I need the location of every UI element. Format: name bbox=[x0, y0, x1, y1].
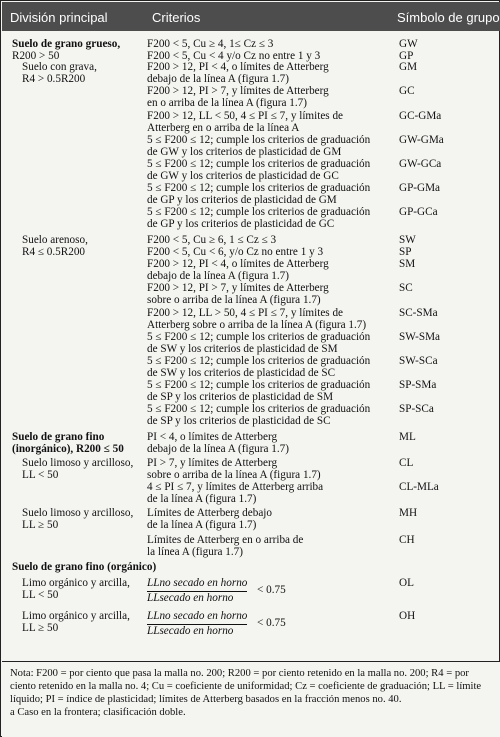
group-symbol: SC-SMa bbox=[399, 307, 438, 319]
criteria-cell bbox=[147, 356, 397, 379]
criteria-cell bbox=[147, 247, 397, 259]
group-symbol: GW bbox=[399, 38, 418, 50]
criteria-text: 5 ≤ F200 ≤ 12; cumple los criterios de graduación bbox=[147, 182, 371, 194]
fraction-limit: < 0.75 bbox=[257, 617, 286, 629]
criteria-text: F200 > 12, PI < 4, o límites de Atterberg bbox=[147, 258, 329, 270]
criteria-text: sobre o arriba de la línea A (figura 1.7) bbox=[147, 468, 321, 481]
table-header bbox=[2, 2, 500, 31]
criteria-text: 4 ≤ PI ≤ 7, y límites de Atterberg arriba bbox=[147, 481, 324, 493]
group-symbol: GP-GMa bbox=[399, 182, 441, 194]
group-symbol: SP bbox=[399, 246, 412, 258]
division-text: Suelo con grava, bbox=[22, 61, 97, 73]
group-symbol: SP-SMa bbox=[399, 379, 437, 391]
criteria-cell bbox=[147, 135, 397, 158]
division-text: Suelo limoso y arcilloso, bbox=[22, 457, 134, 469]
group-symbol: GW-GCa bbox=[399, 158, 442, 170]
division-text: LL ≥ 50 bbox=[22, 621, 59, 634]
criteria-text: de GW y los criterios de plasticidad de GC bbox=[147, 169, 339, 182]
group-symbol: SM bbox=[399, 258, 416, 270]
criteria-cell bbox=[147, 159, 397, 182]
criteria-text: PI < 4, o límites de Atterberg bbox=[147, 431, 278, 443]
ratio-fraction bbox=[147, 577, 286, 604]
fraction-limit: < 0.75 bbox=[257, 584, 286, 596]
group-symbol: ML bbox=[399, 431, 416, 443]
criteria-cell bbox=[147, 111, 397, 134]
criteria-text: 5 ≤ F200 ≤ 12; cumple los criterios de graduación bbox=[147, 379, 371, 391]
division-cell bbox=[12, 235, 152, 258]
header-criteria: Criterios bbox=[152, 10, 201, 25]
criteria-text: la línea A (figura 1.7) bbox=[147, 545, 243, 558]
group-symbol: GW-GMa bbox=[399, 134, 444, 146]
criteria-text: de GP y los criterios de plasticidad de GM bbox=[147, 193, 337, 206]
criteria-cell bbox=[147, 535, 397, 558]
criteria-cell bbox=[147, 183, 397, 206]
criteria-text: F200 > 12, PI > 7, y límites de Atterberg bbox=[147, 282, 329, 294]
criteria-text: de SP y los criterios de plasticidad de SC bbox=[147, 414, 331, 427]
division-text: R200 > 50 bbox=[12, 49, 60, 62]
criteria-text: F200 > 12, LL < 50, 4 ≤ PI ≤ 7, y límites de bbox=[147, 110, 344, 122]
criteria-text: Límites de Atterberg en o arriba de bbox=[147, 534, 304, 546]
criteria-text: F200 < 5, Cu ≥ 4, 1≤ Cz ≤ 3 bbox=[147, 38, 274, 50]
criteria-cell bbox=[147, 332, 397, 355]
group-symbol: GP bbox=[399, 50, 414, 62]
criteria-text: de la línea A (figura 1.7) bbox=[147, 492, 257, 505]
group-symbol: CL-MLa bbox=[399, 481, 439, 493]
ratio-fraction bbox=[147, 610, 286, 637]
division-cell bbox=[12, 432, 152, 455]
group-symbol: SW bbox=[399, 234, 416, 246]
division-text: R4 ≤ 0.5R200 bbox=[22, 245, 86, 258]
criteria-text: F200 > 12, PI < 4, o límites de Atterberg bbox=[147, 61, 329, 73]
table-note bbox=[2, 661, 500, 737]
group-symbol: GC-GMa bbox=[399, 110, 442, 122]
criteria-text: Atterberg sobre o arriba de la línea A (figura 1.7) bbox=[147, 318, 367, 331]
criteria-text: sobre o arriba de la línea A (figura 1.7) bbox=[147, 293, 321, 306]
division-text: Limo orgánico y arcilla, bbox=[22, 610, 130, 622]
criteria-text: Atterberg en o arriba de la línea A bbox=[147, 121, 300, 134]
group-symbol: SC bbox=[399, 282, 413, 294]
header-symbol: Símbolo de grupo bbox=[397, 10, 500, 25]
division-text: LL < 50 bbox=[22, 468, 59, 481]
criteria-text: de la línea A (figura 1.7) bbox=[147, 518, 257, 531]
group-symbol: CH bbox=[399, 534, 415, 546]
criteria-text: F200 < 5, Cu ≥ 6, 1 ≤ Cz ≤ 3 bbox=[147, 234, 277, 246]
criteria-text: debajo de la línea A (figura 1.7) bbox=[147, 442, 289, 455]
division-cell bbox=[12, 578, 152, 601]
criteria-text: debajo de la línea A (figura 1.7) bbox=[147, 72, 289, 85]
division-cell bbox=[12, 458, 152, 481]
criteria-cell bbox=[147, 308, 397, 331]
criteria-cell bbox=[147, 432, 397, 455]
group-symbol: SW-SMa bbox=[399, 331, 441, 343]
table-body bbox=[2, 31, 500, 661]
criteria-cell bbox=[147, 86, 397, 109]
criteria-text: debajo de la línea A (figura 1.7) bbox=[147, 269, 289, 282]
criteria-text: de SP y los criterios de plasticidad de SM bbox=[147, 390, 334, 403]
division-cell bbox=[12, 62, 152, 85]
criteria-text: de GP y los criterios de plasticidad de GC bbox=[147, 217, 335, 230]
criteria-cell bbox=[147, 235, 397, 247]
group-symbol: SW-SCa bbox=[399, 355, 438, 367]
header-division: División principal bbox=[10, 10, 108, 25]
division-text: Suelo de grano grueso, bbox=[12, 38, 121, 50]
criteria-text: en o arriba de la línea A (figura 1.7) bbox=[147, 96, 307, 109]
criteria-text: F200 > 12, PI > 7, y límites de Atterberg bbox=[147, 85, 329, 97]
division-cell bbox=[12, 561, 157, 574]
criteria-cell bbox=[147, 62, 397, 85]
group-symbol: OL bbox=[399, 577, 414, 589]
group-symbol: GC bbox=[399, 85, 415, 97]
criteria-cell bbox=[147, 508, 397, 531]
group-symbol: SP-SCa bbox=[399, 403, 434, 415]
division-text: LL < 50 bbox=[22, 588, 59, 601]
fraction-numerator: LLno secado en horno bbox=[147, 578, 247, 592]
criteria-cell bbox=[147, 39, 397, 51]
criteria-text: 5 ≤ F200 ≤ 12; cumple los criterios de graduación bbox=[147, 331, 371, 343]
criteria-text: de SW y los criterios de plasticidad de SM bbox=[147, 342, 338, 355]
fraction-denominator: LLsecado en horno bbox=[147, 624, 234, 637]
criteria-cell bbox=[147, 283, 397, 306]
division-cell bbox=[12, 39, 152, 62]
criteria-text: F200 < 5, Cu < 6, y/o Cz no entre 1 y 3 bbox=[147, 246, 324, 258]
note-footnote: a Caso en la frontera; clasificación doble. bbox=[10, 707, 186, 718]
division-cell bbox=[12, 508, 152, 531]
group-symbol: GP-GCa bbox=[399, 206, 438, 218]
criteria-text: 5 ≤ F200 ≤ 12; cumple los criterios de graduación bbox=[147, 134, 371, 146]
group-symbol: OH bbox=[399, 610, 416, 622]
division-text: LL ≥ 50 bbox=[22, 518, 59, 531]
division-cell bbox=[12, 611, 152, 634]
criteria-cell bbox=[147, 259, 397, 282]
group-symbol: CL bbox=[399, 457, 414, 469]
criteria-text: de SW y los criterios de plasticidad de SC bbox=[147, 366, 336, 379]
note-text: Nota: F200 = por ciento que pasa la malla no. 200; R200 = por ciento retenido en la malla no. 200; R4 = por ciento retenido en la malla no. 4; Cu = coeficiente de uniformidad; Cz = coeficiente de graduación; LL = límite líquido; PI = índice de plasticidad; límites de Atterberg basados en la fracción menos no. 40. bbox=[10, 668, 482, 705]
division-text: Suelo de grano fino bbox=[12, 431, 105, 443]
criteria-text: F200 < 5, Cu < 4 y/o Cz no entre 1 y 3 bbox=[147, 50, 321, 62]
division-text: R4 > 0.5R200 bbox=[22, 72, 86, 85]
group-symbol: MH bbox=[399, 507, 418, 519]
criteria-text: 5 ≤ F200 ≤ 12; cumple los criterios de graduación bbox=[147, 158, 371, 170]
criteria-cell bbox=[147, 404, 397, 427]
division-text: Suelo limoso y arcilloso, bbox=[22, 507, 134, 519]
division-text: (inorgánico), R200 ≤ 50 bbox=[12, 442, 124, 455]
criteria-text: 5 ≤ F200 ≤ 12; cumple los criterios de graduación bbox=[147, 403, 371, 415]
criteria-text: PI > 7, y límites de Atterberg bbox=[147, 457, 278, 469]
criteria-text: 5 ≤ F200 ≤ 12; cumple los criterios de graduación bbox=[147, 206, 371, 218]
criteria-cell bbox=[147, 207, 397, 230]
division-text: Limo orgánico y arcilla, bbox=[22, 577, 130, 589]
criteria-text: 5 ≤ F200 ≤ 12; cumple los criterios de graduación bbox=[147, 355, 371, 367]
fraction-numerator: LLno secado en horno bbox=[147, 611, 247, 625]
division-text: Suelo arenoso, bbox=[22, 234, 88, 246]
criteria-cell bbox=[147, 482, 397, 505]
criteria-text: de GW y los criterios de plasticidad de GM bbox=[147, 145, 342, 158]
criteria-cell bbox=[147, 458, 397, 481]
group-symbol: GM bbox=[399, 61, 418, 73]
criteria-text: Límites de Atterberg debajo bbox=[147, 507, 272, 519]
criteria-text: F200 > 12, LL > 50, 4 ≤ PI ≤ 7, y límites de bbox=[147, 307, 344, 319]
fraction-denominator: LLsecado en horno bbox=[147, 591, 234, 604]
division-text: Suelo de grano fino (orgánico) bbox=[12, 561, 157, 573]
criteria-cell bbox=[147, 380, 397, 403]
